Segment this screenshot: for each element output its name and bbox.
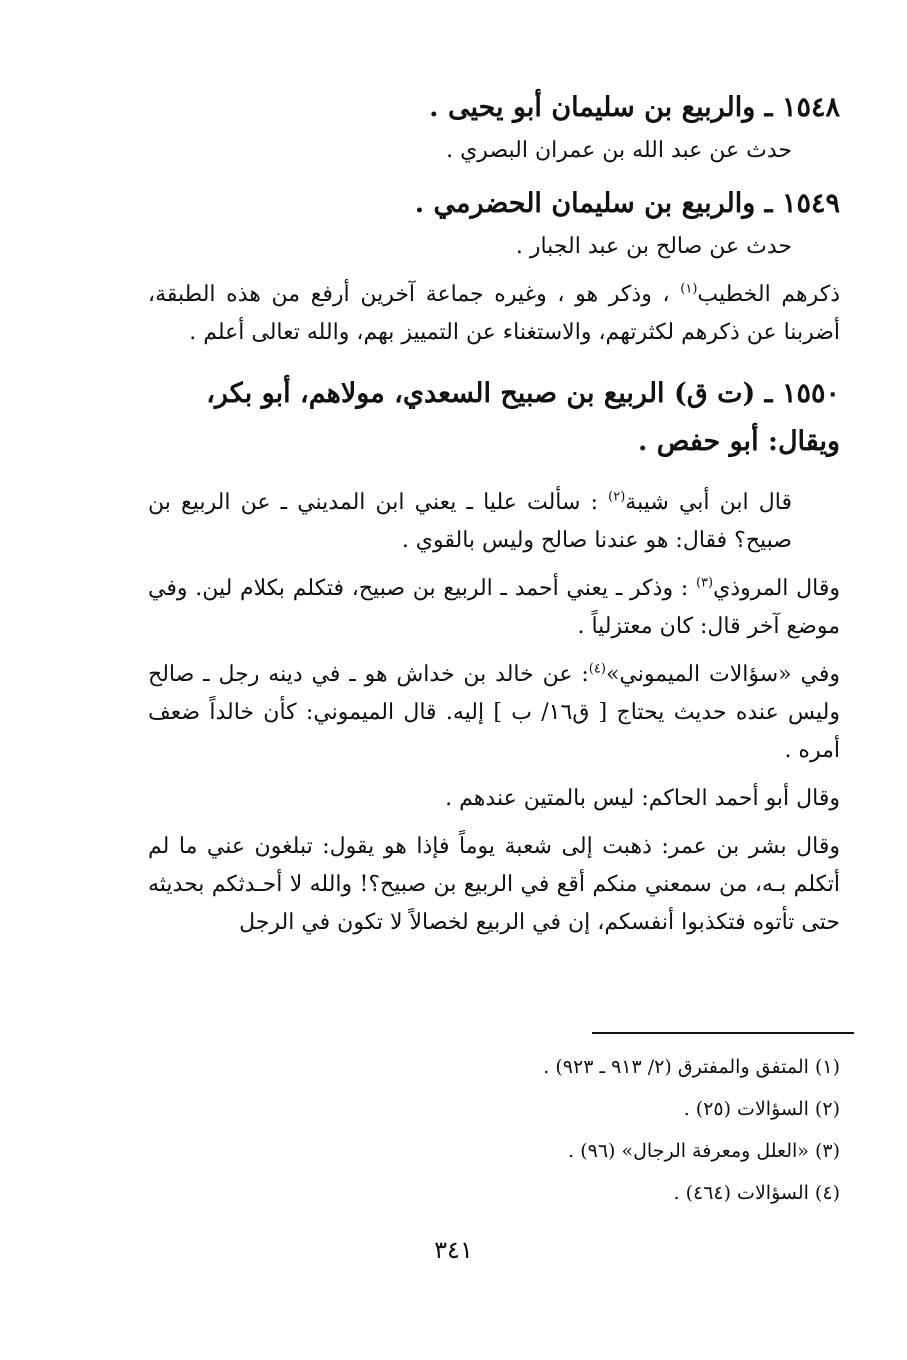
entry-title-1549: ١٥٤٩ ـ والربيع بن سليمان الحضرمي . bbox=[414, 188, 840, 219]
footnote-2: (٢) السؤالات (٢٥) . bbox=[683, 1098, 840, 1120]
footnote-separator bbox=[592, 1032, 854, 1034]
entry-text-1549: حدث عن صالح بن عبد الجبار . bbox=[515, 234, 792, 259]
paragraph-maymuni: وفي «سؤالات الميموني»$^{(٤)}$: عن خالد بن خداش هو ـ في دينه رجل ـ صالح وليس عنده حديث يحتاج [ ق١٦/ ب ] إليه. قال الميموني: كأن خالداً ضعف أمره . bbox=[148, 661, 841, 763]
paragraph-marwazi: وقال المروذي$^{(٣)}$ : وذكر ـ يعني أحمد ـ الربيع بن صبيح، فتكلم بكلام لين. وفي موضع آخر قال: كان معتزلياً . bbox=[148, 575, 840, 639]
entry-title-1548: ١٥٤٨ ـ والربيع بن سليمان أبو يحيى . bbox=[429, 92, 840, 123]
paragraph-ibn-abi-shayba: قال ابن أبي شيبة$^{(٢)}$ : سألت عليا ـ يعني ابن المديني ـ عن الربيع بن صبيح؟ فقال: هو عندنا صالح وليس بالقوي . bbox=[148, 489, 792, 553]
footnote-ref-2: (٢) bbox=[608, 489, 626, 505]
page-body bbox=[148, 84, 840, 942]
page-number: ٣٤١ bbox=[434, 1236, 473, 1264]
paragraph-hakim: وقال أبو أحمد الحاكم: ليس بالمتين عندهم . bbox=[445, 786, 840, 811]
paragraph-bishr: وقال بشر بن عمر: ذهبت إلى شعبة يوماً فإذا هو يقول: تبلغون عني ما لم أتكلم بـه، من سمعني منكم أقع في الربيع بن صبيح؟! والله لا أحـدثكم بحديثه حتى تأتوه فتكذبوا أنفسكم، إن في الربيع لخصالاً لا تكون في الرجل bbox=[148, 834, 840, 935]
entry-text-1548: حدث عن عبد الله بن عمران البصري . bbox=[446, 138, 792, 163]
entry-title-1550: ١٥٥٠ ـ (ت ق) الربيع بن صبيح السعدي، مولاهم، أبو بكر، ويقال: أبو حفص . bbox=[206, 378, 840, 457]
footnote-1: (١) المتفق والمفترق (٢/ ٩١٣ ـ ٩٢٣) . bbox=[543, 1056, 840, 1078]
footnote-4: (٤) السؤالات (٤٦٤) . bbox=[673, 1182, 840, 1204]
footnotes bbox=[148, 1046, 840, 1214]
khatib-paragraph: ذكرهم الخطيب$^{(١)}$ ، وذكر هو ، وغيره جماعة آخرين أرفع من هذه الطبقة، أضربنا عن ذكرهم لكثرتهم، والاستغناء عن التمييز بهم، والله تعالى أعلم . bbox=[148, 281, 841, 345]
footnote-ref-4: (٤) bbox=[588, 661, 606, 677]
footnote-ref-3: (٣) bbox=[695, 575, 714, 591]
footnote-ref-1: (١) bbox=[680, 281, 698, 297]
footnote-3: (٣) «العلل ومعرفة الرجال» (٩٦) . bbox=[568, 1140, 840, 1162]
